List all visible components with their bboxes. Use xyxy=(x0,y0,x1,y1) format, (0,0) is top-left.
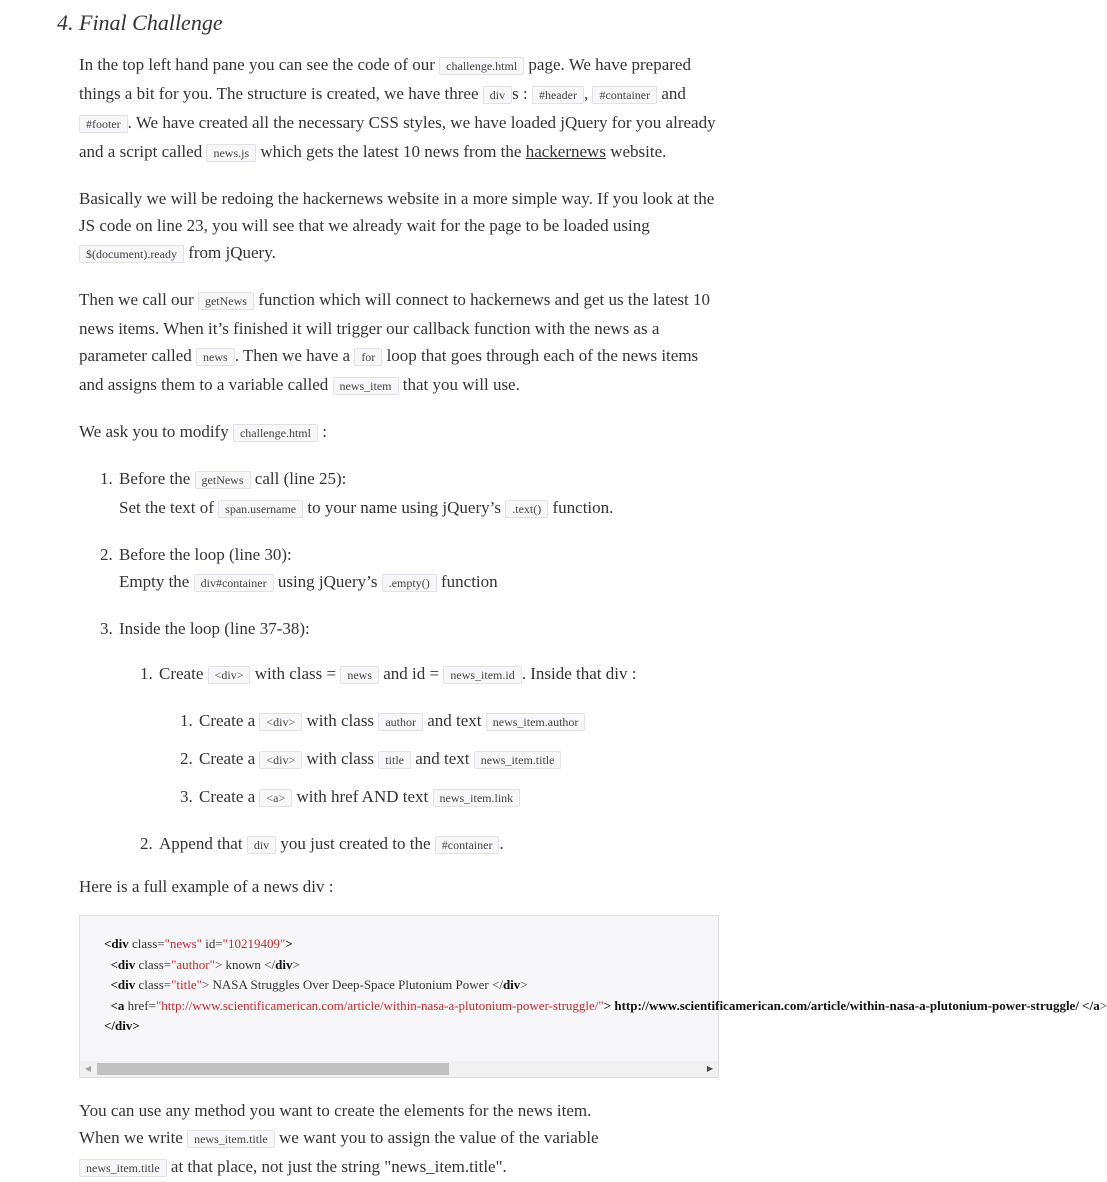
list-item xyxy=(79,783,719,812)
list-number: 1. xyxy=(140,664,153,683)
text: you just created to the xyxy=(276,834,435,853)
text: and id = xyxy=(379,664,444,683)
code-token: > xyxy=(1099,997,1107,1013)
code-news-item-title: news_item.title xyxy=(474,751,562,769)
code-token: "http://www.scientificamerican.com/article/within-nasa-a-plutonium-power-struggle/" xyxy=(155,997,604,1013)
text: : xyxy=(317,422,327,441)
scroll-right-arrow-icon[interactable]: ▶ xyxy=(706,1064,714,1073)
code-token: > known </ xyxy=(214,956,276,972)
code-getnews: getNews xyxy=(195,471,251,489)
list-item xyxy=(79,541,719,597)
text: Before the loop (line 30): xyxy=(119,545,292,564)
text: with class = xyxy=(250,664,341,683)
list-item xyxy=(79,707,719,736)
text: loop that goes through each of the news items and assigns them to a variable called xyxy=(79,346,699,394)
text: s : xyxy=(512,84,532,103)
code-token: <a xyxy=(110,997,128,1013)
code-token: <div xyxy=(110,956,139,972)
text: , xyxy=(583,84,593,103)
code-news-item-title: news_item.title xyxy=(79,1159,167,1177)
code-token: a xyxy=(1093,997,1100,1013)
list-item xyxy=(79,830,719,859)
list-number: 3. xyxy=(100,619,113,638)
list-number: 1. xyxy=(100,469,113,488)
text: we want you to assign the value of the variable xyxy=(274,1128,599,1147)
steps-list xyxy=(79,465,719,859)
text: Inside the loop (line 37-38): xyxy=(119,619,310,638)
code-token: > xyxy=(285,936,293,951)
list-item xyxy=(79,615,719,859)
text: function which will connect to hackernews and get us the latest 10 news items. When it’s finished it will trigger our callback function with the news as a parameter called xyxy=(79,290,710,365)
code-news-js: news.js xyxy=(206,144,256,162)
text: to your name using jQuery’s xyxy=(303,498,506,517)
text: Then we call our xyxy=(79,290,198,309)
text: page. We have prepared things a bit for you. The structure is created, we have three xyxy=(79,55,691,103)
code-token: id= xyxy=(201,936,223,951)
paragraph-getnews xyxy=(79,286,719,400)
code-token: </div> xyxy=(104,1018,140,1033)
code-news-item: news_item xyxy=(333,377,399,395)
list-item xyxy=(79,745,719,774)
text: . Inside that div : xyxy=(521,664,637,683)
text: . Then we have a xyxy=(234,346,355,365)
code-token: "author" xyxy=(171,956,215,972)
text: with class xyxy=(302,749,379,768)
text: that you will use. xyxy=(398,375,520,394)
code-token: > http://www.scientificamerican.com/article/within-nasa-a-plutonium-power-struggle/ </ xyxy=(603,997,1094,1013)
text: at that place, not just the string "news_item.title". xyxy=(166,1157,507,1176)
list-number: 2. xyxy=(140,834,153,853)
code-getnews: getNews xyxy=(198,292,254,310)
code-example xyxy=(80,916,1107,1037)
text: with href AND text xyxy=(292,787,433,806)
list-number: 2. xyxy=(180,749,193,768)
text: Before the xyxy=(119,469,195,488)
code-news-item-title: news_item.title xyxy=(187,1130,275,1148)
code-token: "news" xyxy=(164,936,202,951)
text: Create xyxy=(159,664,208,683)
list-item xyxy=(79,465,719,523)
code-token: div xyxy=(502,977,521,992)
scrollbar-thumb[interactable] xyxy=(97,1063,449,1075)
code-challenge-html: challenge.html xyxy=(233,424,318,442)
code-token: class= xyxy=(138,977,172,992)
substeps-list xyxy=(79,660,719,859)
text: . We have created all the necessary CSS styles, we have loaded jQuery for you already and a script called xyxy=(79,113,716,161)
text: function. xyxy=(548,498,614,517)
text: which gets the latest 10 news from the xyxy=(256,142,526,161)
text: Append that xyxy=(159,834,247,853)
code-token: <div xyxy=(110,977,139,992)
code-token: href= xyxy=(127,997,156,1013)
code-container: #container xyxy=(592,86,657,104)
code-token: "title" xyxy=(171,977,202,992)
code-news-item-link: news_item.link xyxy=(433,789,521,807)
text: Empty the xyxy=(119,572,194,591)
text: In the top left hand pane you can see the code of our xyxy=(79,55,440,74)
text: and text xyxy=(422,711,486,730)
text: When we write xyxy=(79,1128,188,1147)
code-div-tag: <div> xyxy=(259,751,302,769)
code-news-item-id: news_item.id xyxy=(443,666,521,684)
code-token: class= xyxy=(138,956,172,972)
code-token: > xyxy=(520,977,528,992)
code-div-tag: <div> xyxy=(259,713,302,731)
code-empty-fn: .empty() xyxy=(382,574,437,592)
list-item xyxy=(79,660,719,812)
code-div: div xyxy=(483,86,512,104)
paragraph-method xyxy=(79,1097,739,1182)
text: Create a xyxy=(199,711,260,730)
code-token: class= xyxy=(132,936,165,951)
text: and xyxy=(657,84,686,103)
code-text-fn: .text() xyxy=(505,500,548,518)
code-title: title xyxy=(378,751,411,769)
code-token: div xyxy=(275,956,293,972)
code-header: #header xyxy=(532,86,584,104)
text: Create a xyxy=(199,787,260,806)
text: Set the text of xyxy=(119,498,219,517)
text: and text xyxy=(410,749,474,768)
code-for: for xyxy=(354,348,382,366)
closing-paragraph xyxy=(79,1097,739,1182)
code-news: news xyxy=(340,666,379,684)
paragraph-example-intro: Here is a full example of a news div : xyxy=(79,877,334,896)
content xyxy=(79,51,719,918)
text: with class xyxy=(302,711,379,730)
scroll-left-arrow-icon[interactable]: ◀ xyxy=(84,1064,92,1073)
code-token: <div xyxy=(104,936,132,951)
text: You can use any method you want to create the elements for the news item. xyxy=(79,1101,592,1120)
paragraph-basically xyxy=(79,185,719,268)
code-div-tag: <div> xyxy=(208,666,251,684)
code-news: news xyxy=(196,348,235,366)
hackernews-link[interactable]: hackernews xyxy=(525,142,606,161)
code-token: > NASA Struggles Over Deep-Space Plutonium Power </ xyxy=(201,977,503,992)
section-heading: 4. Final Challenge xyxy=(57,10,223,35)
text: Create a xyxy=(199,749,260,768)
text: call (line 25): xyxy=(250,469,347,488)
text: We ask you to modify xyxy=(79,422,233,441)
code-a-tag: <a> xyxy=(259,789,292,807)
code-author: author xyxy=(378,713,423,731)
text: from jQuery. xyxy=(183,243,276,262)
text: Basically we will be redoing the hackernews website in a more simple way. If you look at the JS code on line 23, you will see that we already wait for the page to be loaded using xyxy=(79,189,715,235)
code-token: "10219409" xyxy=(222,936,286,951)
text: function xyxy=(436,572,498,591)
code-example-block xyxy=(79,915,1107,1078)
paragraph-modify xyxy=(79,418,719,447)
intro-paragraph xyxy=(79,51,719,167)
code-container: #container xyxy=(435,836,500,854)
subsubsteps-list xyxy=(79,707,719,812)
code-token: > xyxy=(292,956,300,972)
text: website. xyxy=(605,142,667,161)
horizontal-scrollbar[interactable] xyxy=(80,1061,718,1077)
code-div-container: div#container xyxy=(194,574,274,592)
code-document-ready: $(document).ready xyxy=(79,245,184,263)
text: using jQuery’s xyxy=(273,572,382,591)
code-news-item-author: news_item.author xyxy=(486,713,586,731)
list-number: 3. xyxy=(180,787,193,806)
code-footer: #footer xyxy=(79,115,128,133)
list-number: 1. xyxy=(180,711,193,730)
code-span-username: span.username xyxy=(218,500,303,518)
code-div: div xyxy=(247,836,276,854)
text: . xyxy=(499,834,504,853)
code-challenge-html: challenge.html xyxy=(439,57,524,75)
list-number: 2. xyxy=(100,545,113,564)
